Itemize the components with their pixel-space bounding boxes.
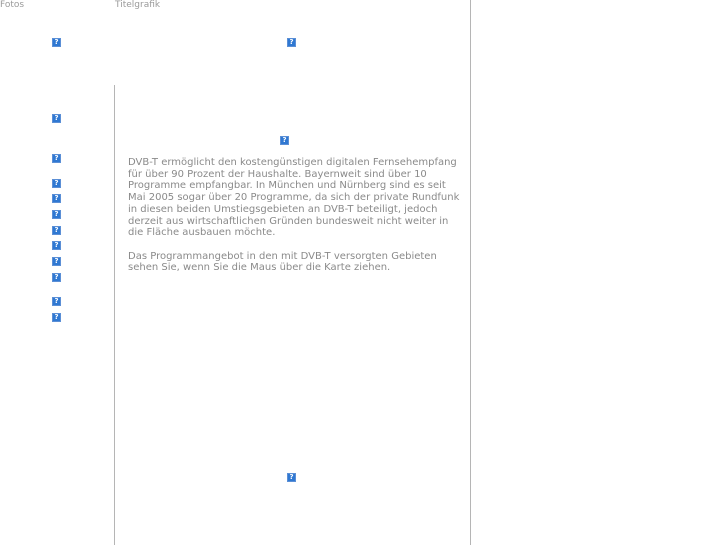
broken-image-icon[interactable]: ? xyxy=(52,114,61,123)
broken-image-icon[interactable]: ? xyxy=(52,210,61,219)
broken-image-icon[interactable]: ? xyxy=(52,154,61,163)
broken-image-icon[interactable]: ? xyxy=(52,38,61,47)
broken-image-icon[interactable]: ? xyxy=(52,241,61,250)
description-paragraph-2: Das Programmangebot in den mit DVB-T versorgten Gebieten sehen Sie, wenn Sie die Maus über die Karte ziehen. xyxy=(128,250,437,274)
broken-image-icon[interactable]: ? xyxy=(52,273,61,282)
right-divider xyxy=(470,0,471,545)
titelgrafik-label: Titelgrafik xyxy=(115,0,161,10)
broken-image-icon[interactable]: ? xyxy=(52,257,61,266)
fotos-label: Fotos xyxy=(0,0,25,10)
broken-image-icon[interactable]: ? xyxy=(52,194,61,203)
description-paragraph-1: DVB-T ermöglicht den kostengünstigen digitalen Fernsehempfang für über 90 Prozent der Haushalte. Bayernweit sind über 10 Programme empfangbar. In München und Nürnberg sind es seit Mai 2005 sogar über 20 Programme, da sich der private Rundfunk in diesen beiden Umstiegsgebieten an DVB-T beteiligt, jedoch derzeit aus wirtschaftlichen Gründen bundesweit nicht weiter in die Fläche ausbauen möchte. xyxy=(128,157,460,239)
broken-image-icon[interactable]: ? xyxy=(52,179,61,188)
title-graphic-broken-image-icon: ? xyxy=(287,38,296,47)
dvbt-description xyxy=(128,157,464,274)
content-broken-image-icon: ? xyxy=(280,136,289,145)
broken-image-icon[interactable]: ? xyxy=(52,226,61,235)
broken-image-icon[interactable]: ? xyxy=(52,297,61,306)
map-broken-image-icon[interactable]: ? xyxy=(287,473,296,482)
broken-image-icon[interactable]: ? xyxy=(52,313,61,322)
left-divider xyxy=(114,85,115,545)
